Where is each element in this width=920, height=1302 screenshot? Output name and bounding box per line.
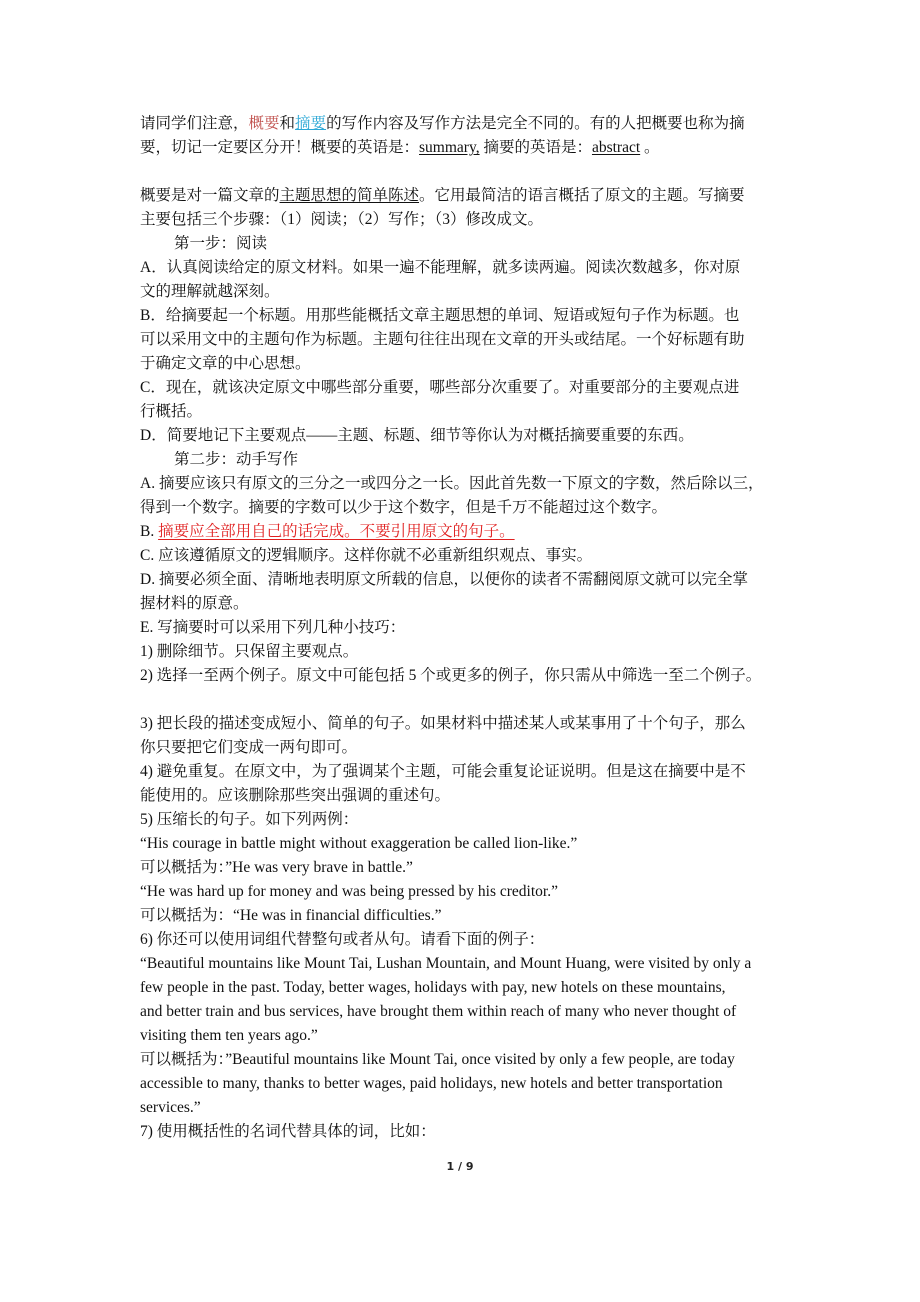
tip-6-summary-line-3: services.”	[140, 1099, 201, 1116]
step1-item-c-line-2: 行概括。	[140, 403, 203, 420]
definition-line-1	[140, 184, 800, 208]
step1-heading: 第一步：阅读	[174, 235, 268, 252]
tip-7: 7) 使用概括性的名词代替具体的词，比如：	[140, 1123, 436, 1140]
tip-6-example-line-3: and better train and bus services, have brought them within reach of many who never thought of	[140, 1003, 737, 1020]
step2-item-e: E. 写摘要时可以采用下列几种小技巧：	[140, 619, 406, 636]
tip-6-example-line-1: “Beautiful mountains like Mount Tai, Lushan Mountain, and Mount Huang, were visited by only a	[140, 955, 752, 972]
definition-line-2: 主要包括三个步骤：（1）阅读；（2）写作；（3）修改成文。	[140, 211, 544, 228]
tip-5-example-2: “He was hard up for money and was being pressed by his creditor.”	[140, 883, 558, 900]
step1-item-b-line-2: 可以采用文中的主题句作为标题。主题句往往出现在文章的开头或结尾。一个好标题有助	[140, 331, 745, 348]
tip-5-example-1-summary: 可以概括为：”He was very brave in battle.”	[140, 859, 413, 876]
tip-1: 1) 删除细节。只保留主要观点。	[140, 643, 359, 660]
intro-line-1	[140, 112, 800, 136]
spacer	[140, 160, 800, 184]
intro-text: 和	[279, 115, 296, 132]
definition-text: 概要是对一篇文章的	[140, 187, 280, 204]
tip-3-line-2: 你只要把它们变成一两句即可。	[140, 739, 358, 756]
intro-text: 摘要的英语是：	[479, 139, 592, 156]
step2-item-d-line-2: 握材料的原意。	[140, 595, 249, 612]
step1-item-a-line-2: 文的理解就越深刻。	[140, 283, 280, 300]
abstract-english: abstract	[591, 139, 641, 156]
intro-text: 的写作内容及写作方法是完全不同的。有的人把概要也称为摘	[326, 115, 745, 132]
step1-item-d-line-1: D．简要地记下主要观点——主题、标题、细节等你认为对概括摘要重要的东西。	[140, 427, 694, 444]
document-body	[140, 112, 800, 1144]
tip-6-summary-line-2: accessible to many, thanks to better wages, paid holidays, new hotels and better transportation	[140, 1075, 723, 1092]
definition-text: 。它用最简洁的语言概括了原文的主题。写摘要	[419, 187, 745, 204]
step1-item-c-line-1: C．现在，就该决定原文中哪些部分重要，哪些部分次重要了。对重要部分的主要观点进	[140, 379, 740, 396]
tip-5: 5) 压缩长的句子。如下列两例：	[140, 811, 359, 828]
spacer	[140, 688, 800, 712]
definition-underlined: 主题思想的简单陈述	[279, 187, 420, 204]
tip-5-example-1: “His courage in battle might without exaggeration be called lion-like.”	[140, 835, 578, 852]
tip-4-line-2: 能使用的。应该删除那些突出强调的重述句。	[140, 787, 451, 804]
intro-text: 请同学们注意，	[140, 115, 249, 132]
item-b-warning-text: 摘要应全部用自己的话完成。不要引用原文的句子。	[158, 523, 515, 540]
tip-6-summary-line-1: 可以概括为：”Beautiful mountains like Mount Tai, once visited by only a few people, are today	[140, 1051, 735, 1068]
tip-6: 6) 你还可以使用词组代替整句或者从句。请看下面的例子：	[140, 931, 545, 948]
tip-2: 2) 选择一至两个例子。原文中可能包括 5 个或更多的例子，你只需从中筛选一至二个例子。	[140, 667, 762, 684]
step2-item-b	[140, 520, 800, 544]
summary-english: summary,	[419, 139, 480, 156]
step2-item-a-line-1: A. 摘要应该只有原文的三分之一或四分之一长。因此首先数一下原文的字数，然后除以三，	[140, 475, 764, 492]
page-indicator: 1 / 9	[446, 1160, 474, 1173]
intro-line-2	[140, 136, 800, 160]
step1-item-b-line-1: B．给摘要起一个标题。用那些能概括文章主题思想的单词、短语或短句子作为标题。也	[140, 307, 740, 324]
tip-6-example-line-4: visiting them ten years ago.”	[140, 1027, 318, 1044]
step2-item-a-line-2: 得到一个数字。摘要的字数可以少于这个数字，但是千万不能超过这个数字。	[140, 499, 668, 516]
intro-text: 。	[640, 139, 660, 156]
tip-4-line-1: 4) 避免重复。在原文中，为了强调某个主题，可能会重复论证说明。但是这在摘要中是不	[140, 763, 746, 780]
step2-item-c: C. 应该遵循原文的逻辑顺序。这样你就不必重新组织观点、事实。	[140, 547, 593, 564]
step2-heading: 第二步：动手写作	[174, 451, 299, 468]
intro-text: 要，切记一定要区分开！概要的英语是：	[140, 139, 420, 156]
tip-3-line-1: 3) 把长段的描述变成短小、简单的句子。如果材料中描述某人或某事用了十个句子，那么	[140, 715, 746, 732]
term-zhaiyao-link[interactable]: 摘要	[295, 115, 327, 132]
tip-6-example-line-2: few people in the past. Today, better wages, holidays with pay, new hotels on these mountains,	[140, 979, 726, 996]
item-b-label: B.	[140, 523, 159, 540]
tip-5-example-2-summary: 可以概括为：“He was in financial difficulties.”	[140, 907, 442, 924]
term-gaiyao: 概要	[248, 115, 280, 132]
step1-item-a-line-1: A．认真阅读给定的原文材料。如果一遍不能理解，就多读两遍。阅读次数越多，你对原	[140, 259, 741, 276]
step1-item-b-line-3: 于确定文章的中心思想。	[140, 355, 311, 372]
step2-item-d-line-1: D. 摘要必须全面、清晰地表明原文所载的信息，以便你的读者不需翻阅原文就可以完全掌	[140, 571, 748, 588]
